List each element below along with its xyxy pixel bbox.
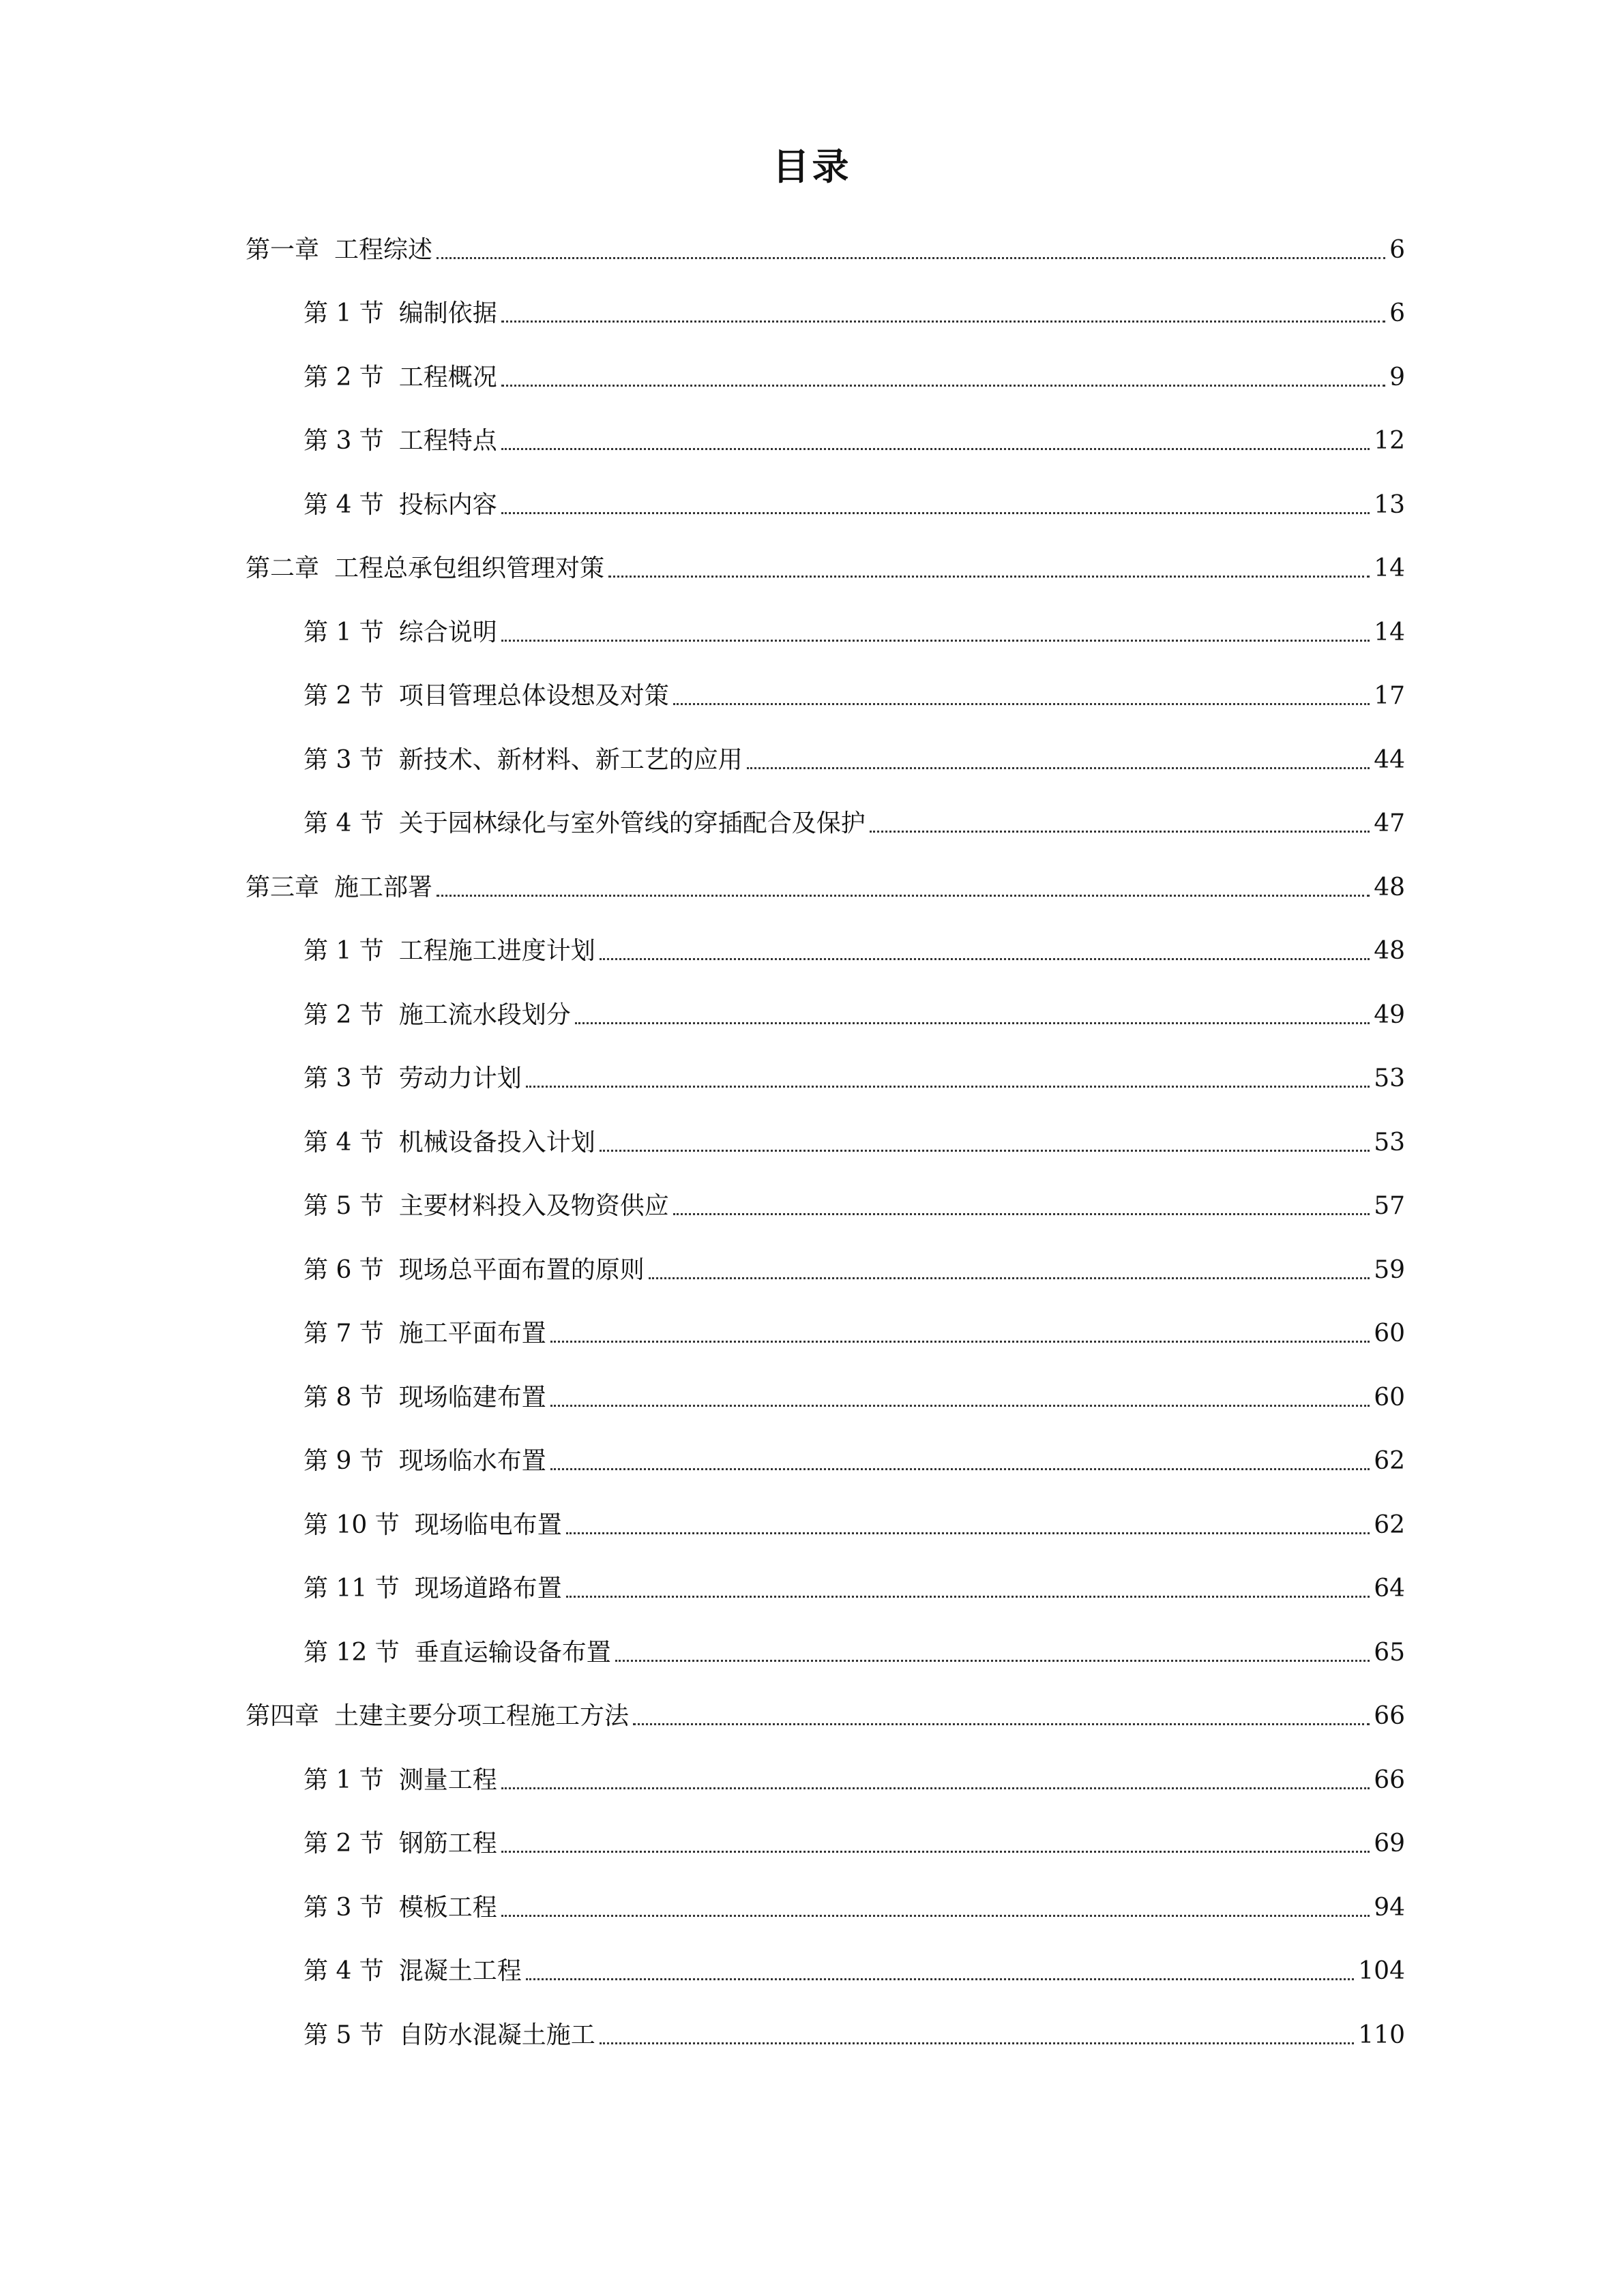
- toc-entry-page-number: 104: [1358, 1957, 1405, 1986]
- toc-entry-label: 施工部署: [334, 873, 433, 901]
- toc-section-entry[interactable]: [246, 1493, 1405, 1557]
- toc-entry-page-number: 57: [1374, 1192, 1405, 1221]
- toc-leader-dots: [501, 618, 1370, 648]
- toc-entry-label: 关于园林绿化与室外管线的穿插配合及保护: [398, 809, 866, 838]
- toc-entry-number: 第 2 节: [304, 682, 384, 711]
- toc-entry-label: 施工流水段划分: [398, 1000, 571, 1029]
- toc-leader-dots: [673, 681, 1370, 711]
- toc-entry-page-number: 53: [1374, 1128, 1405, 1157]
- toc-section-entry[interactable]: [246, 601, 1405, 665]
- toc-leader-dots: [526, 1956, 1354, 1986]
- toc-section-entry[interactable]: [246, 1302, 1405, 1367]
- toc-entry-page-number: 47: [1374, 809, 1405, 838]
- toc-leader-dots: [747, 745, 1370, 775]
- toc-leader-dots: [575, 1000, 1370, 1030]
- toc-entry-number: 第 1 节: [304, 618, 384, 646]
- toc-entry-number: 第 3 节: [304, 745, 384, 774]
- toc-entry-page-number: 6: [1389, 299, 1405, 328]
- toc-leader-dots: [566, 1510, 1370, 1540]
- toc-entry-number: 第 6 节: [304, 1255, 384, 1284]
- toc-entry-page-number: 49: [1374, 1000, 1405, 1029]
- toc-entry-page-number: 14: [1374, 554, 1405, 583]
- toc-entry-number: 第 4 节: [304, 490, 384, 519]
- toc-section-entry[interactable]: [246, 410, 1405, 474]
- toc-entry-number: 第 4 节: [304, 809, 384, 838]
- toc-entry-page-number: 66: [1374, 1765, 1405, 1794]
- toc-entry-label: 工程特点: [398, 427, 497, 456]
- toc-leader-dots: [501, 299, 1385, 329]
- toc-entry-label: 混凝土工程: [398, 1957, 522, 1986]
- toc-entry-page-number: 14: [1374, 618, 1405, 646]
- toc-leader-dots: [437, 235, 1385, 265]
- toc-entry-label: 钢筋工程: [398, 1830, 497, 1858]
- toc-entry-page-number: 69: [1374, 1830, 1405, 1858]
- toc-entry-label: 模板工程: [398, 1893, 497, 1922]
- toc-entry-number: 第 10 节: [304, 1510, 400, 1539]
- toc-section-entry[interactable]: [246, 728, 1405, 792]
- toc-entry-page-number: 65: [1374, 1638, 1405, 1667]
- toc-entry-label: 自防水混凝土施工: [398, 2021, 595, 2049]
- toc-chapter-entry[interactable]: [246, 856, 1405, 920]
- toc-entry-page-number: 110: [1358, 2021, 1405, 2049]
- toc-entry-page-number: 44: [1374, 745, 1405, 774]
- toc-entry-label: 综合说明: [398, 618, 497, 646]
- toc-section-entry[interactable]: [246, 1813, 1405, 1877]
- toc-entry-label: 现场临电布置: [414, 1510, 562, 1539]
- toc-entry-number: 第 11 节: [304, 1575, 400, 1603]
- toc-leader-dots: [673, 1191, 1370, 1221]
- toc-leader-dots: [566, 1574, 1370, 1604]
- toc-entry-label: 新技术、新材料、新工艺的应用: [398, 745, 743, 774]
- toc-leader-dots: [501, 490, 1370, 520]
- toc-section-entry[interactable]: [246, 346, 1405, 410]
- toc-entry-number: 第一章: [246, 235, 320, 264]
- toc-entry-label: 机械设备投入计划: [398, 1128, 595, 1157]
- toc-section-entry[interactable]: [246, 1047, 1405, 1112]
- toc-leader-dots: [615, 1638, 1370, 1668]
- toc-entry-page-number: 66: [1374, 1702, 1405, 1731]
- toc-entry-label: 劳动力计划: [398, 1064, 522, 1093]
- toc-chapter-entry[interactable]: [246, 1685, 1405, 1749]
- toc-leader-dots: [501, 1893, 1370, 1923]
- toc-entry-label: 编制依据: [398, 299, 497, 328]
- toc-leader-dots: [633, 1701, 1370, 1731]
- toc-entry-label: 工程施工进度计划: [398, 937, 595, 966]
- toc-section-entry[interactable]: [246, 1621, 1405, 1685]
- toc-section-entry[interactable]: [246, 665, 1405, 729]
- toc-leader-dots: [600, 936, 1370, 966]
- toc-section-entry[interactable]: [246, 1876, 1405, 1940]
- toc-entry-number: 第 3 节: [304, 427, 384, 456]
- toc-leader-dots: [870, 809, 1370, 839]
- toc-entry-number: 第 1 节: [304, 1765, 384, 1794]
- toc-section-entry[interactable]: [246, 1940, 1405, 2004]
- toc-leader-dots: [501, 426, 1370, 456]
- toc-entry-page-number: 94: [1374, 1893, 1405, 1922]
- toc-section-entry[interactable]: [246, 1430, 1405, 1494]
- toc-section-entry[interactable]: [246, 1111, 1405, 1175]
- toc-leader-dots: [550, 1383, 1370, 1413]
- toc-section-entry[interactable]: [246, 1557, 1405, 1622]
- toc-entry-page-number: 9: [1389, 363, 1405, 391]
- toc-section-entry[interactable]: [246, 282, 1405, 346]
- toc-entry-label: 工程概况: [398, 363, 497, 391]
- toc-entry-label: 施工平面布置: [398, 1320, 546, 1348]
- toc-entry-number: 第 9 节: [304, 1447, 384, 1476]
- toc-entry-page-number: 13: [1374, 490, 1405, 519]
- toc-leader-dots: [501, 1829, 1370, 1859]
- toc-entry-page-number: 62: [1374, 1510, 1405, 1539]
- toc-entry-page-number: 60: [1374, 1320, 1405, 1348]
- toc-leader-dots: [608, 554, 1370, 584]
- toc-entry-page-number: 48: [1374, 873, 1405, 901]
- toc-entry-number: 第 5 节: [304, 2021, 384, 2049]
- toc-entry-label: 现场总平面布置的原则: [398, 1255, 645, 1284]
- toc-leader-dots: [649, 1255, 1370, 1285]
- toc-leader-dots: [501, 363, 1385, 393]
- toc-section-entry[interactable]: [246, 792, 1405, 856]
- toc-leader-dots: [550, 1319, 1370, 1349]
- toc-entry-label: 现场道路布置: [414, 1575, 562, 1603]
- toc-section-entry[interactable]: [246, 1238, 1405, 1302]
- toc-section-entry[interactable]: [246, 1175, 1405, 1239]
- toc-entry-page-number: 12: [1374, 427, 1405, 456]
- toc-entry-number: 第 12 节: [304, 1638, 400, 1667]
- toc-entry-page-number: 62: [1374, 1447, 1405, 1476]
- toc-section-entry[interactable]: [246, 473, 1405, 537]
- toc-section-entry[interactable]: [246, 2003, 1405, 2068]
- toc-chapter-entry[interactable]: [246, 537, 1405, 601]
- toc-leader-dots: [526, 1064, 1370, 1094]
- toc-entry-label: 工程综述: [334, 235, 433, 264]
- toc-entry-number: 第三章: [246, 873, 320, 901]
- toc-entry-number: 第 5 节: [304, 1192, 384, 1221]
- table-of-contents: [246, 218, 1405, 2068]
- toc-entry-page-number: 64: [1374, 1575, 1405, 1603]
- toc-section-entry[interactable]: [246, 1748, 1405, 1813]
- toc-entry-number: 第 8 节: [304, 1383, 384, 1412]
- toc-entry-label: 项目管理总体设想及对策: [398, 682, 669, 711]
- toc-leader-dots: [501, 1765, 1370, 1795]
- toc-entry-label: 测量工程: [398, 1765, 497, 1794]
- toc-entry-number: 第 3 节: [304, 1064, 384, 1093]
- toc-entry-number: 第 2 节: [304, 1000, 384, 1029]
- toc-entry-label: 现场临水布置: [398, 1447, 546, 1476]
- toc-entry-label: 工程总承包组织管理对策: [334, 554, 605, 583]
- toc-entry-page-number: 17: [1374, 682, 1405, 711]
- toc-entry-number: 第 2 节: [304, 363, 384, 391]
- toc-entry-label: 现场临建布置: [398, 1383, 546, 1412]
- toc-chapter-entry[interactable]: [246, 218, 1405, 282]
- toc-entry-number: 第 2 节: [304, 1830, 384, 1858]
- toc-leader-dots: [550, 1446, 1370, 1476]
- toc-entry-label: 主要材料投入及物资供应: [398, 1192, 669, 1221]
- toc-entry-number: 第 7 节: [304, 1320, 384, 1348]
- toc-entry-number: 第 1 节: [304, 299, 384, 328]
- toc-entry-page-number: 60: [1374, 1383, 1405, 1412]
- toc-leader-dots: [600, 2021, 1354, 2051]
- toc-entry-number: 第 1 节: [304, 937, 384, 966]
- toc-entry-number: 第四章: [246, 1702, 320, 1731]
- toc-leader-dots: [437, 873, 1370, 903]
- toc-section-entry[interactable]: [246, 1366, 1405, 1430]
- toc-leader-dots: [600, 1128, 1370, 1158]
- toc-entry-number: 第二章: [246, 554, 320, 583]
- toc-entry-page-number: 53: [1374, 1064, 1405, 1093]
- toc-section-entry[interactable]: [246, 983, 1405, 1047]
- toc-entry-page-number: 59: [1374, 1255, 1405, 1284]
- toc-entry-label: 垂直运输设备布置: [414, 1638, 611, 1667]
- toc-entry-number: 第 4 节: [304, 1957, 384, 1986]
- toc-section-entry[interactable]: [246, 920, 1405, 984]
- toc-entry-label: 投标内容: [398, 490, 497, 519]
- page-title: 目录: [772, 145, 852, 188]
- toc-entry-number: 第 3 节: [304, 1893, 384, 1922]
- toc-entry-page-number: 6: [1389, 235, 1405, 264]
- toc-entry-number: 第 4 节: [304, 1128, 384, 1157]
- toc-entry-label: 土建主要分项工程施工方法: [334, 1702, 630, 1731]
- toc-entry-page-number: 48: [1374, 937, 1405, 966]
